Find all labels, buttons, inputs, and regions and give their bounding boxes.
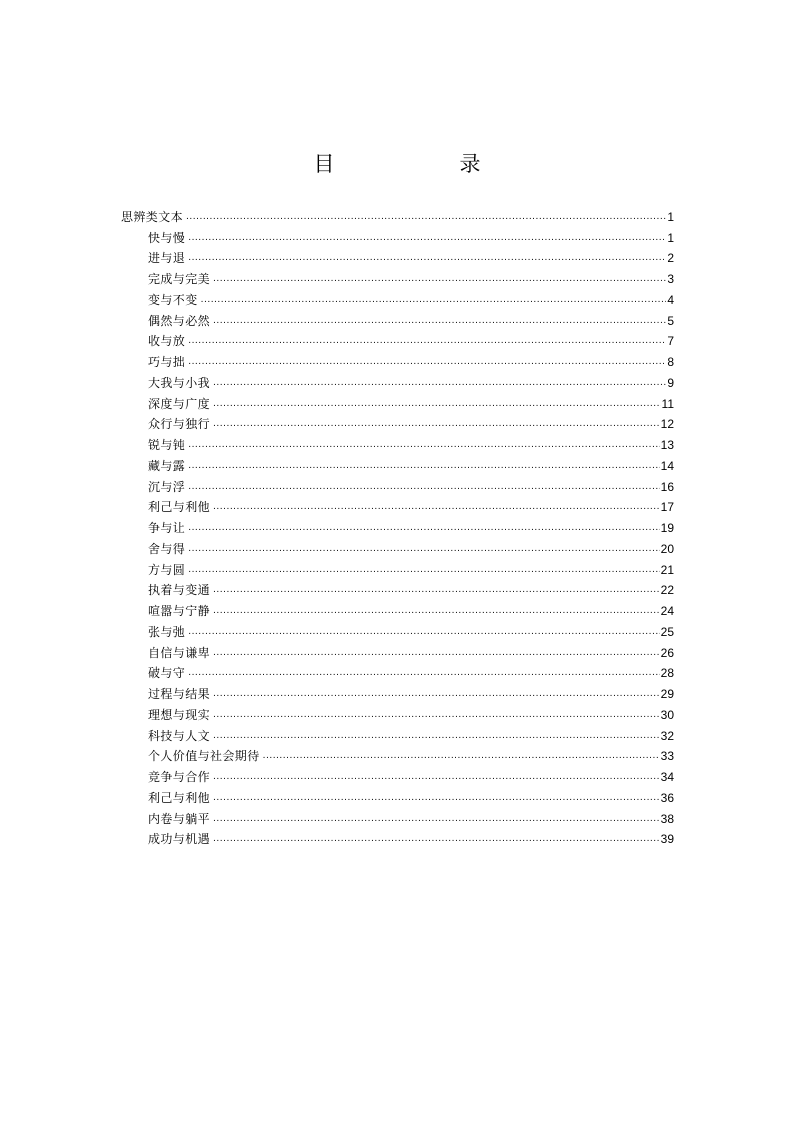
toc-dot-leader: [213, 772, 660, 782]
toc-entry-title: 快与慢: [148, 230, 186, 245]
toc-entry[interactable]: [121, 452, 674, 473]
toc-dot-leader: [263, 751, 660, 761]
toc-entry-title: 偶然与必然: [148, 313, 211, 328]
toc-entry-page-number: 9: [667, 375, 674, 390]
toc-dot-leader: [213, 793, 660, 803]
toc-entry[interactable]: [121, 224, 674, 245]
toc-entry[interactable]: [121, 597, 674, 618]
toc-entry-page-number: 24: [660, 604, 674, 618]
toc-dot-leader: [188, 668, 659, 678]
toc-entry-title: 舍与得: [148, 541, 186, 556]
toc-entry[interactable]: [121, 763, 674, 784]
toc-entry-title: 利己与利他: [148, 500, 211, 515]
toc-entry-page-number: 34: [660, 770, 674, 784]
toc-entry-page-number: 14: [660, 458, 674, 473]
toc-dot-leader: [201, 295, 667, 305]
toc-dot-leader: [213, 316, 666, 326]
toc-dot-leader: [213, 689, 660, 699]
toc-entry-page-number: 33: [660, 749, 674, 764]
toc-dot-leader: [188, 565, 659, 575]
toc-dot-leader: [188, 627, 659, 637]
toc-entry-page-number: 2: [667, 251, 674, 266]
toc-entry-title: 科技与人文: [148, 728, 211, 743]
toc-entry[interactable]: [121, 203, 674, 224]
toc-entry[interactable]: [121, 514, 674, 535]
toc-entry[interactable]: [121, 577, 674, 598]
toc-entry-page-number: 36: [660, 790, 674, 805]
toc-entry-title: 完成与完美: [148, 272, 211, 286]
toc-dot-leader: [188, 461, 659, 471]
toc-entry-title: 张与弛: [148, 624, 186, 639]
toc-entry-page-number: 26: [660, 645, 674, 660]
toc-dot-leader: [213, 814, 660, 824]
toc-entry[interactable]: [121, 660, 674, 681]
toc-entry-title: 思辨类文本: [121, 209, 184, 224]
toc-entry-page-number: 20: [660, 541, 674, 556]
toc-entry-title: 方与圆: [148, 562, 186, 577]
toc-entry-title: 个人价值与社会期待: [148, 749, 260, 764]
toc-entry-page-number: 28: [660, 666, 674, 681]
table-of-contents: [121, 203, 674, 846]
toc-entry-title: 内卷与躺平: [148, 811, 211, 826]
toc-entry-title: 大我与小我: [148, 375, 211, 390]
toc-dot-leader: [213, 419, 660, 429]
toc-entry-title: 沉与浮: [148, 479, 186, 494]
toc-entry[interactable]: [121, 307, 674, 328]
toc-entry-page-number: 39: [660, 832, 674, 847]
toc-entry[interactable]: [121, 680, 674, 701]
toc-entry-title: 竞争与合作: [148, 770, 211, 784]
toc-entry[interactable]: [121, 494, 674, 515]
toc-dot-leader: [188, 253, 666, 263]
toc-entry-title: 深度与广度: [148, 396, 211, 411]
toc-entry-title: 锐与钝: [148, 438, 186, 452]
toc-entry-page-number: 3: [667, 272, 674, 286]
toc-dot-leader: [213, 648, 660, 658]
toc-entry-page-number: 30: [660, 707, 674, 722]
toc-entry[interactable]: [121, 805, 674, 826]
toc-entry-title: 争与让: [148, 521, 186, 535]
toc-entry-page-number: 38: [660, 811, 674, 826]
toc-entry-page-number: 17: [660, 500, 674, 515]
toc-entry[interactable]: [121, 618, 674, 639]
toc-entry-page-number: 12: [660, 417, 674, 432]
toc-dot-leader: [188, 523, 659, 533]
toc-entry-title: 执着与变通: [148, 583, 211, 598]
toc-entry-page-number: 21: [660, 562, 674, 577]
toc-entry-page-number: 19: [660, 521, 674, 535]
toc-dot-leader: [188, 440, 659, 450]
toc-entry[interactable]: [121, 286, 674, 307]
toc-entry[interactable]: [121, 701, 674, 722]
toc-entry-title: 众行与独行: [148, 417, 211, 432]
toc-entry[interactable]: [121, 245, 674, 266]
toc-entry[interactable]: [121, 743, 674, 764]
toc-entry-page-number: 1: [667, 230, 674, 245]
toc-entry-page-number: 16: [660, 479, 674, 494]
toc-entry[interactable]: [121, 556, 674, 577]
toc-dot-leader: [213, 606, 660, 616]
toc-dot-leader: [188, 544, 659, 554]
toc-entry[interactable]: [121, 473, 674, 494]
toc-entry-title: 喧嚣与宁静: [148, 604, 211, 618]
toc-dot-leader: [213, 834, 660, 844]
toc-entry[interactable]: [121, 265, 674, 286]
toc-entry[interactable]: [121, 826, 674, 847]
toc-entry[interactable]: [121, 348, 674, 369]
toc-dot-leader: [213, 399, 661, 409]
toc-dot-leader: [213, 502, 660, 512]
toc-entry-page-number: 11: [661, 396, 674, 411]
toc-entry-page-number: 1: [667, 209, 674, 224]
toc-entry-page-number: 29: [660, 687, 674, 701]
toc-entry-page-number: 4: [667, 292, 674, 307]
toc-entry[interactable]: [121, 369, 674, 390]
toc-entry-title: 成功与机遇: [148, 832, 211, 847]
toc-entry-page-number: 7: [667, 334, 674, 349]
toc-entry-title: 自信与谦卑: [148, 645, 211, 660]
toc-entry[interactable]: [121, 390, 674, 411]
toc-entry-title: 变与不变: [148, 292, 198, 307]
toc-entry[interactable]: [121, 431, 674, 452]
toc-dot-leader: [186, 212, 666, 222]
toc-entry[interactable]: [121, 784, 674, 805]
page-title: 目 录: [313, 152, 533, 176]
toc-entry-title: 藏与露: [148, 458, 186, 473]
toc-dot-leader: [213, 731, 660, 741]
toc-entry-title: 进与退: [148, 251, 186, 266]
toc-dot-leader: [213, 274, 666, 284]
toc-entry[interactable]: [121, 535, 674, 556]
toc-entry-page-number: 25: [660, 624, 674, 639]
toc-entry[interactable]: [121, 328, 674, 349]
toc-entry-page-number: 32: [660, 728, 674, 743]
toc-entry-title: 收与放: [148, 334, 186, 349]
toc-entry-page-number: 13: [660, 438, 674, 452]
toc-dot-leader: [213, 585, 660, 595]
toc-entry-title: 过程与结果: [148, 687, 211, 701]
toc-entry-title: 利己与利他: [148, 790, 211, 805]
toc-dot-leader: [188, 482, 659, 492]
toc-dot-leader: [188, 233, 666, 243]
toc-entry[interactable]: [121, 411, 674, 432]
toc-entry-page-number: 5: [667, 313, 674, 328]
toc-dot-leader: [188, 357, 666, 367]
toc-entry-title: 理想与现实: [148, 707, 211, 722]
toc-dot-leader: [188, 336, 666, 346]
toc-entry-title: 巧与拙: [148, 355, 186, 369]
toc-dot-leader: [213, 710, 660, 720]
toc-entry-page-number: 8: [667, 355, 674, 369]
toc-entry-page-number: 22: [660, 583, 674, 598]
toc-entry-title: 破与守: [148, 666, 186, 681]
toc-entry[interactable]: [121, 722, 674, 743]
toc-dot-leader: [213, 378, 666, 388]
toc-entry[interactable]: [121, 639, 674, 660]
